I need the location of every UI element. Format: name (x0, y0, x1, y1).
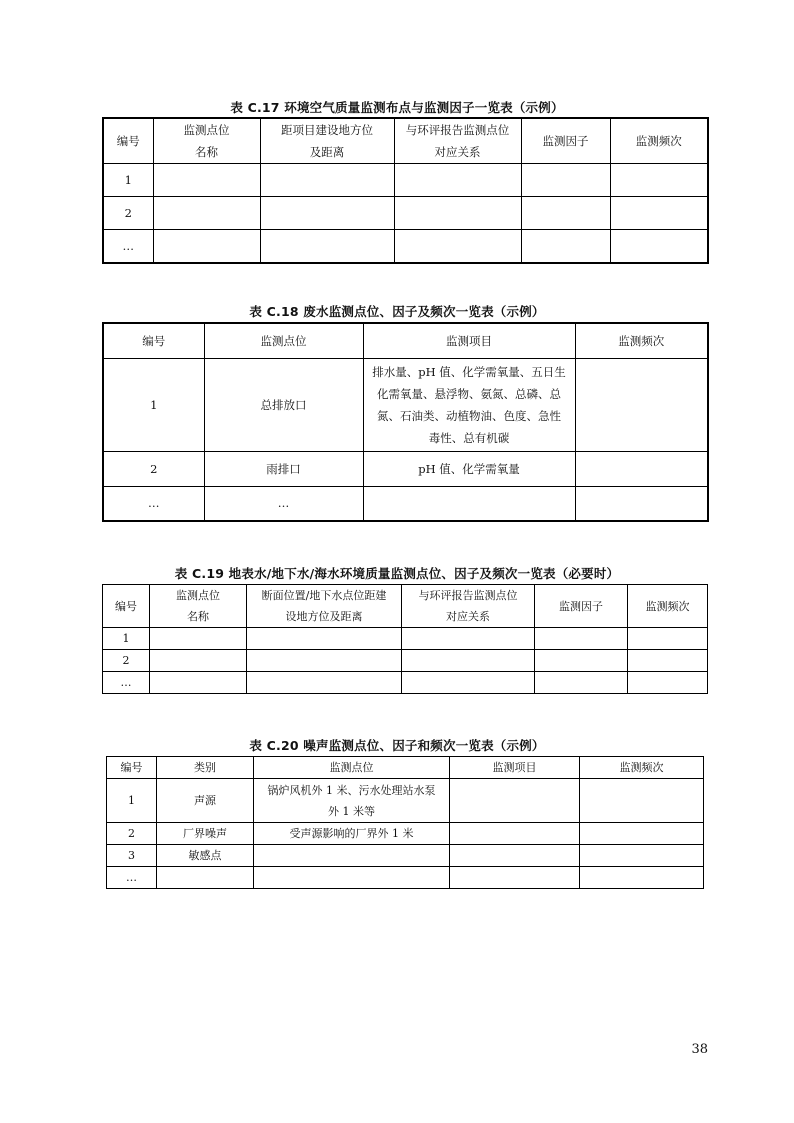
table-cell (521, 164, 610, 197)
table-c18 (102, 322, 709, 522)
category-cell: 声源 (157, 779, 254, 823)
monitoring-point: … (204, 486, 363, 521)
row-number: … (103, 486, 204, 521)
table-cell (535, 672, 628, 694)
table-cell (521, 230, 610, 263)
table-cell (260, 164, 394, 197)
table-header-row (103, 323, 708, 358)
table-row (103, 358, 708, 451)
monitoring-frequency (575, 358, 708, 451)
table-row (107, 845, 704, 867)
header-cell: 类别 (157, 757, 254, 779)
header-cell: 编号 (107, 757, 157, 779)
table-c20-title: 表 C.20 噪声监测点位、因子和频次一览表（示例） (249, 738, 545, 753)
monitoring-point: 受声源影响的厂界外 1 米 (254, 823, 450, 845)
table-cell (580, 779, 704, 823)
table-cell (628, 672, 708, 694)
header-cell: 距项目建设地方位 及距离 (260, 118, 394, 164)
header-cell: 监测频次 (628, 585, 708, 628)
table-header-row (107, 757, 704, 779)
monitoring-point: 锅炉风机外 1 米、污水处理站水泵 外 1 米等 (254, 779, 450, 823)
monitoring-items: 排水量、pH 值、化学需氧量、五日生 化需氧量、悬浮物、氨氮、总磷、总 氮、石油类、动植物油、色度、急性 毒性、总有机碳 (363, 358, 575, 451)
table-row (103, 230, 708, 263)
table-cell (150, 650, 247, 672)
row-number: 2 (107, 823, 157, 845)
table-row (103, 451, 708, 486)
table-row (107, 823, 704, 845)
monitoring-items (363, 486, 575, 521)
table-cell (450, 779, 580, 823)
row-number: … (107, 867, 157, 889)
row-number: 2 (103, 197, 153, 230)
table-row (103, 628, 708, 650)
table-cell (153, 164, 260, 197)
table-row (107, 867, 704, 889)
header-cell: 编号 (103, 323, 204, 358)
table-row (103, 672, 708, 694)
header-cell: 编号 (103, 118, 153, 164)
header-cell: 与环评报告监测点位 对应关系 (402, 585, 535, 628)
table-cell (450, 867, 580, 889)
header-cell: 监测项目 (363, 323, 575, 358)
row-number: … (103, 230, 153, 263)
table-cell (247, 672, 402, 694)
monitoring-point: 总排放口 (204, 358, 363, 451)
table-cell (153, 197, 260, 230)
table-cell (150, 628, 247, 650)
table-cell (450, 823, 580, 845)
table-cell (580, 867, 704, 889)
page-number: 38 (691, 1042, 708, 1057)
table-c19 (102, 584, 708, 694)
table-row (103, 486, 708, 521)
monitoring-frequency (575, 486, 708, 521)
table-cell (610, 230, 708, 263)
table-c19-title: 表 C.19 地表水/地下水/海水环境质量监测点位、因子及频次一览表（必要时） (174, 566, 620, 581)
header-cell: 监测点位 名称 (153, 118, 260, 164)
row-number: 1 (103, 358, 204, 451)
row-number: 3 (107, 845, 157, 867)
table-cell (153, 230, 260, 263)
table-row (103, 650, 708, 672)
header-cell: 与环评报告监测点位 对应关系 (394, 118, 521, 164)
header-cell: 监测频次 (580, 757, 704, 779)
category-cell: 敏感点 (157, 845, 254, 867)
table-c18-title: 表 C.18 废水监测点位、因子及频次一览表（示例） (249, 304, 545, 319)
row-number: 1 (103, 628, 150, 650)
table-row (107, 779, 704, 823)
table-cell (260, 197, 394, 230)
table-cell (628, 650, 708, 672)
monitoring-point (254, 845, 450, 867)
header-cell: 监测点位 (254, 757, 450, 779)
row-number: 1 (103, 164, 153, 197)
table-cell (402, 672, 535, 694)
header-cell: 监测项目 (450, 757, 580, 779)
monitoring-items: pH 值、化学需氧量 (363, 451, 575, 486)
row-number: 2 (103, 451, 204, 486)
category-cell (157, 867, 254, 889)
row-number: 1 (107, 779, 157, 823)
table-cell (247, 650, 402, 672)
table-cell (610, 197, 708, 230)
header-cell: 监测点位 名称 (150, 585, 247, 628)
table-row (103, 164, 708, 197)
header-cell: 监测频次 (575, 323, 708, 358)
table-cell (535, 628, 628, 650)
header-cell: 编号 (103, 585, 150, 628)
monitoring-frequency (575, 451, 708, 486)
header-cell: 断面位置/地下水点位距建 设地方位及距离 (247, 585, 402, 628)
table-cell (402, 650, 535, 672)
table-cell (394, 164, 521, 197)
table-cell (260, 230, 394, 263)
table-cell (150, 672, 247, 694)
table-header-row (103, 585, 708, 628)
table-cell (628, 628, 708, 650)
row-number: 2 (103, 650, 150, 672)
header-cell: 监测因子 (535, 585, 628, 628)
table-c20 (106, 756, 704, 889)
table-cell (450, 845, 580, 867)
table-header-row (103, 118, 708, 164)
table-c17-title: 表 C.17 环境空气质量监测布点与监测因子一览表（示例） (230, 100, 564, 115)
category-cell: 厂界噪声 (157, 823, 254, 845)
table-cell (610, 164, 708, 197)
table-c17 (102, 117, 709, 264)
monitoring-point: 雨排口 (204, 451, 363, 486)
row-number: … (103, 672, 150, 694)
table-cell (394, 230, 521, 263)
table-cell (247, 628, 402, 650)
table-cell (580, 845, 704, 867)
table-cell (535, 650, 628, 672)
table-row (103, 197, 708, 230)
monitoring-point (254, 867, 450, 889)
header-cell: 监测因子 (521, 118, 610, 164)
table-cell (394, 197, 521, 230)
header-cell: 监测频次 (610, 118, 708, 164)
header-cell: 监测点位 (204, 323, 363, 358)
table-cell (521, 197, 610, 230)
table-cell (580, 823, 704, 845)
table-cell (402, 628, 535, 650)
